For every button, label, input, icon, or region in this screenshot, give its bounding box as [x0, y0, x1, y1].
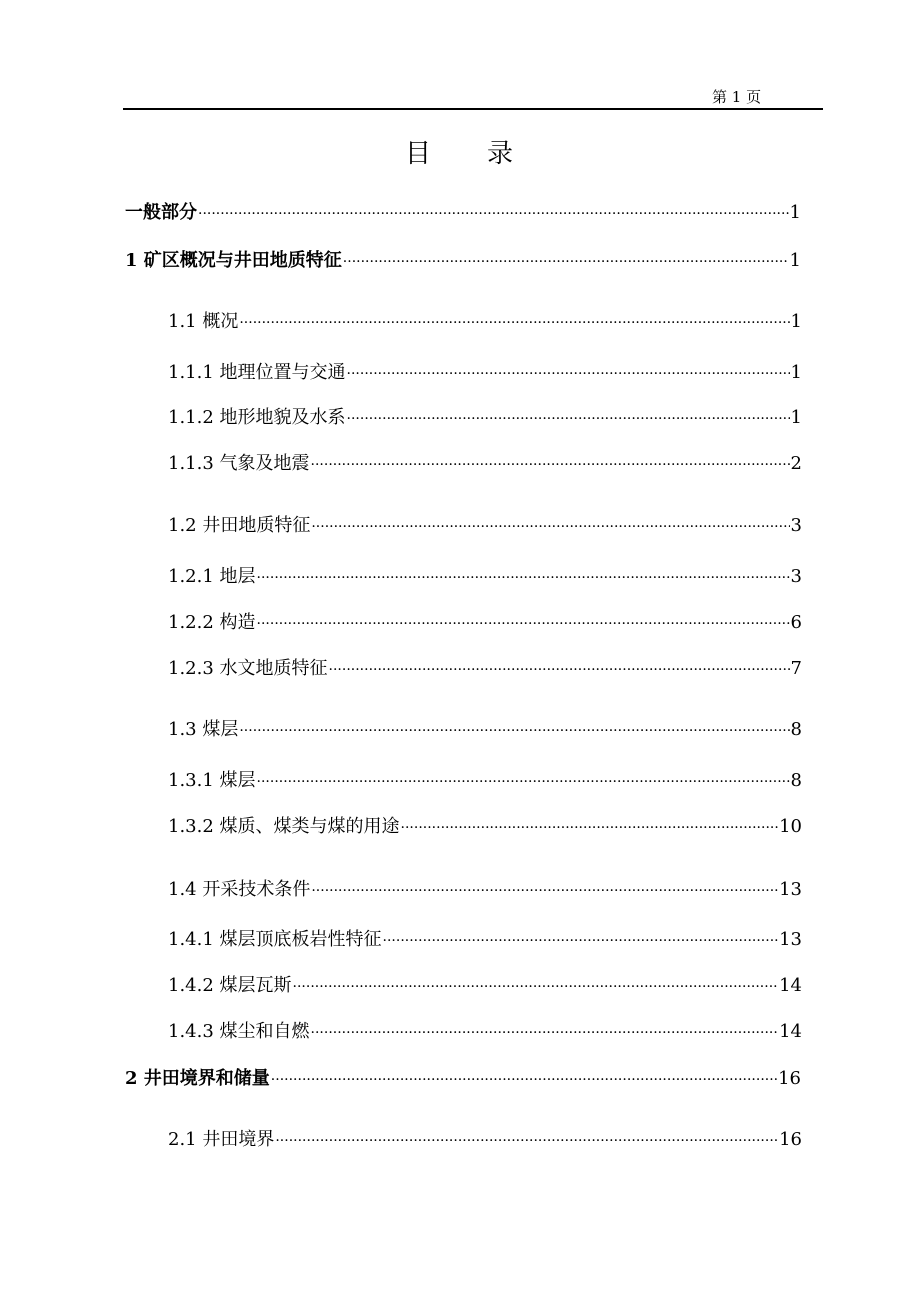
toc-entry-label: 1.2.2 构造: [168, 612, 256, 633]
toc-entry-label: 1.1.2 地形地貌及水系: [168, 407, 346, 428]
toc-entry-1-4[interactable]: [168, 876, 802, 904]
header-divider: [123, 108, 823, 110]
toc-entry-1-3[interactable]: [168, 716, 802, 744]
toc-entry-label: 1.2.1 地层: [168, 566, 256, 587]
toc-entry-page: 2: [790, 453, 802, 474]
toc-entry-page: 8: [790, 719, 802, 740]
toc-entry-page: 6: [790, 612, 802, 633]
toc-entry-label: 1.1.1 地理位置与交通: [168, 362, 346, 383]
toc-dot-leader: [347, 360, 790, 388]
toc-dot-leader: [347, 405, 790, 433]
toc-entry-label: 2.1 井田境界: [168, 1129, 275, 1150]
toc-entry-label: 1.4.3 煤尘和自燃: [168, 1021, 310, 1042]
toc-dot-leader: [401, 814, 779, 842]
toc-entry-page: 3: [790, 515, 802, 536]
toc-entry-2-1[interactable]: [168, 1126, 802, 1154]
toc-entry-label: 1.3 煤层: [168, 719, 239, 740]
toc-entry-page: 1: [789, 250, 801, 271]
toc-dot-leader: [383, 927, 779, 955]
toc-entry-page: 16: [778, 1068, 801, 1089]
toc-entry-1-1-1[interactable]: [168, 359, 802, 387]
toc-dot-leader: [275, 1127, 778, 1155]
toc-dot-leader: [311, 451, 790, 479]
toc-entry-general-part[interactable]: [125, 199, 801, 227]
toc-entry-label: 1 矿区概况与井田地质特征: [125, 250, 342, 271]
toc-entry-1-1-2[interactable]: [168, 404, 802, 432]
toc-entry-page: 3: [790, 566, 802, 587]
toc-entry-label: 一般部分: [125, 202, 197, 223]
toc-entry-page: 7: [790, 658, 802, 679]
toc-entry-page: 1: [790, 362, 802, 383]
toc-entry-chapter-1[interactable]: [125, 247, 801, 275]
toc-entry-1-3-1[interactable]: [168, 767, 802, 795]
toc-dot-leader: [343, 248, 789, 276]
toc-dot-leader: [198, 200, 789, 228]
toc-entry-page: 1: [790, 407, 802, 428]
toc-entry-1-2-1[interactable]: [168, 563, 802, 591]
toc-entry-1-2[interactable]: [168, 512, 802, 540]
toc-entry-1-2-3[interactable]: [168, 655, 802, 683]
toc-dot-leader: [257, 768, 790, 796]
toc-entry-1-1[interactable]: [168, 308, 802, 336]
toc-entry-page: 13: [779, 929, 802, 950]
toc-entry-label: 1.2 井田地质特征: [168, 515, 311, 536]
toc-entry-label: 1.4.2 煤层瓦斯: [168, 975, 292, 996]
toc-dot-leader: [311, 1019, 779, 1047]
toc-entry-label: 1.2.3 水文地质特征: [168, 658, 328, 679]
toc-dot-leader: [257, 564, 790, 592]
toc-entry-1-2-2[interactable]: [168, 609, 802, 637]
toc-entry-page: 1: [790, 311, 802, 332]
toc-dot-leader: [311, 877, 778, 905]
toc-title-char-2: 录: [487, 139, 516, 169]
toc-entry-page: 14: [779, 975, 802, 996]
toc-entry-1-4-1[interactable]: [168, 926, 802, 954]
toc-entry-label: 1.3.1 煤层: [168, 770, 256, 791]
toc-entry-label: 1.4.1 煤层顶底板岩性特征: [168, 929, 382, 950]
toc-entry-1-1-3[interactable]: [168, 450, 802, 478]
page-number: 第 1 页: [712, 88, 762, 106]
toc-entry-page: 8: [790, 770, 802, 791]
toc-entry-label: 1.1 概况: [168, 311, 239, 332]
toc-dot-leader: [329, 656, 790, 684]
toc-title: [0, 136, 920, 172]
toc-entry-1-4-3[interactable]: [168, 1018, 802, 1046]
toc-entry-page: 16: [779, 1129, 802, 1150]
toc-dot-leader: [257, 610, 790, 638]
toc-entry-page: 13: [779, 879, 802, 900]
toc-entry-label: 2 井田境界和储量: [125, 1068, 270, 1089]
toc-entry-1-4-2[interactable]: [168, 972, 802, 1000]
toc-entry-label: 1.4 开采技术条件: [168, 879, 311, 900]
toc-entry-1-3-2[interactable]: [168, 813, 802, 841]
toc-entry-label: 1.3.2 煤质、煤类与煤的用途: [168, 816, 400, 837]
toc-dot-leader: [239, 309, 789, 337]
toc-dot-leader: [271, 1066, 777, 1094]
toc-entry-chapter-2[interactable]: [125, 1065, 801, 1093]
toc-title-char-1: 目: [404, 139, 433, 169]
toc-dot-leader: [311, 513, 789, 541]
toc-entry-page: 10: [779, 816, 802, 837]
toc-dot-leader: [239, 717, 789, 745]
toc-entry-page: 14: [779, 1021, 802, 1042]
toc-dot-leader: [293, 973, 779, 1001]
toc-entry-label: 1.1.3 气象及地震: [168, 453, 310, 474]
toc-entry-page: 1: [789, 202, 801, 223]
